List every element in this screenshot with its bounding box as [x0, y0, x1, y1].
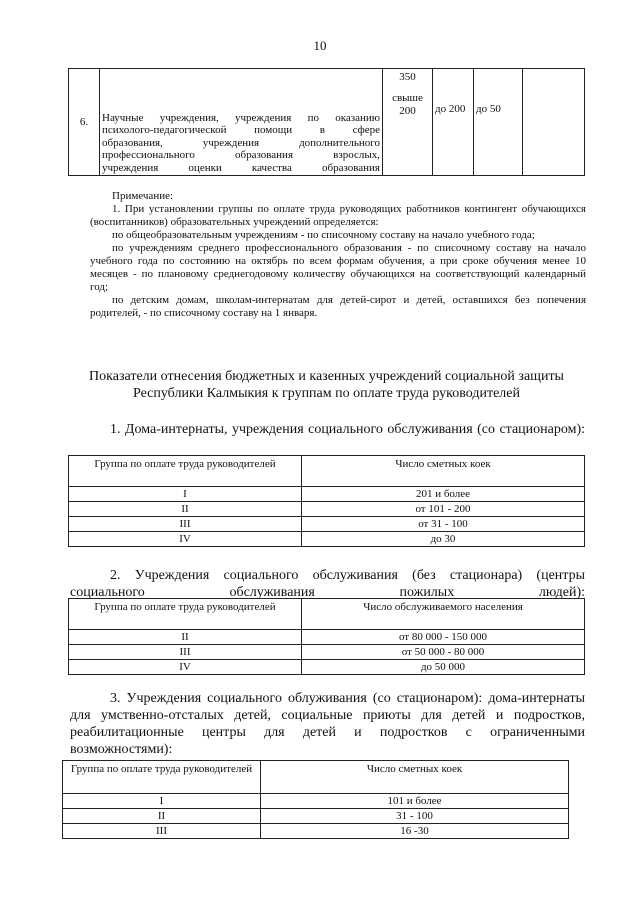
column-header: Группа по оплате труда руководителей	[69, 599, 302, 630]
column-header: Группа по оплате труда руководителей	[63, 761, 261, 794]
group-cell: II	[63, 809, 261, 824]
table-row	[63, 794, 569, 809]
empty-cell	[523, 69, 585, 176]
value-mid-1: свыше	[392, 92, 423, 104]
value-cell: от 50 000 - 80 000	[302, 645, 585, 660]
table-row	[69, 502, 585, 517]
note-title: Примечание:	[112, 190, 174, 202]
note-block	[90, 190, 586, 320]
value-cell-3: до 50	[474, 69, 523, 176]
group-cell: I	[69, 487, 302, 502]
table-header	[69, 456, 585, 487]
table-row	[69, 69, 585, 176]
description-line: образования, учреждения дополнительного	[102, 136, 380, 149]
table-row	[63, 809, 569, 824]
institutions-table	[68, 68, 585, 176]
row-number: 6.	[69, 69, 100, 176]
column-header: Число сметных коек	[302, 456, 585, 487]
table-row	[63, 824, 569, 839]
group-cell: I	[63, 794, 261, 809]
table-row	[69, 517, 585, 532]
table-row	[69, 487, 585, 502]
group-cell: III	[69, 645, 302, 660]
institution-description	[100, 69, 383, 176]
table-row	[69, 532, 585, 547]
value-mid-2: 200	[399, 105, 416, 117]
group-cell: II	[69, 630, 302, 645]
description-line: учреждения оценки качества образования	[102, 161, 380, 174]
table-header	[63, 761, 569, 794]
group-cell: III	[63, 824, 261, 839]
group-cell: IV	[69, 532, 302, 547]
section-heading	[68, 368, 585, 402]
group-cell: IV	[69, 660, 302, 675]
value-top: 350	[399, 71, 416, 83]
group-cell: II	[69, 502, 302, 517]
section-1-table	[68, 455, 585, 547]
value-cell: от 80 000 - 150 000	[302, 630, 585, 645]
value-cell: от 31 - 100	[302, 517, 585, 532]
value-cell: 201 и более	[302, 487, 585, 502]
value-cell-2: до 200	[433, 69, 474, 176]
value-cell: до 50 000	[302, 660, 585, 675]
section-3-table	[62, 760, 569, 839]
column-header: Число сметных коек	[261, 761, 569, 794]
heading-line: Республики Калмыкия к группам по оплате труда руководителей	[133, 386, 520, 401]
section-2-table	[68, 598, 585, 675]
note-paragraph: по общеобразовательным учреждениям - по списочному составу на начало учебного года;	[112, 229, 535, 241]
note-paragraph: по учреждениям среднего профессионального образования - по списочному составу на начало учебного года по состоянию на октябрь по всем формам обучения, а при сроке обучения менее 10 месяцев - по плановому среднегодовому количеству обучающихся на соответствующий календарный год;	[90, 242, 586, 293]
note-paragraph: по детским домам, школам-интернатам для детей-сирот и детей, оставшихся без попечения родителей, - по списочному составу на 1 января.	[90, 294, 586, 319]
description-line: профессионального образования взрослых,	[102, 149, 380, 161]
section-3-title: 3. Учреждения социального облуживания (со стационаром): дома-интернаты для умственно-отсталых детей, социальные приюты для детей и подростков, реабилитационные центры для детей и подростков с ограниченными возможностями):	[70, 691, 585, 757]
table-row	[69, 645, 585, 660]
section-1-title: 1. Дома-интернаты, учреждения социального обслуживания (со стационаром):	[110, 422, 585, 437]
note-paragraph: 1. При установлении группы по оплате труда руководящих работников контингент обучающихся (воспитанников) образовательных учреждений определяется:	[90, 203, 586, 228]
column-header: Группа по оплате труда руководителей	[69, 456, 302, 487]
description-line: Научные учреждения, учреждения по оказанию	[102, 111, 380, 124]
table-row	[69, 630, 585, 645]
value-cell-1	[383, 69, 433, 176]
value-cell: от 101 - 200	[302, 502, 585, 517]
value-cell: до 30	[302, 532, 585, 547]
description-line: психолого-педагогической помощи в сфере	[102, 124, 380, 136]
section-2-title: 2. Учреждения социального обслуживания (без стационара) (центры социального обслуживания пожилых людей):	[70, 568, 585, 600]
table-header	[69, 599, 585, 630]
column-header: Число обслуживаемого населения	[302, 599, 585, 630]
heading-line: Показатели отнесения бюджетных и казенных учреждений социальной защиты	[89, 369, 564, 384]
group-cell: III	[69, 517, 302, 532]
value-cell: 16 -30	[261, 824, 569, 839]
table-row	[69, 660, 585, 675]
page-number: 10	[313, 38, 327, 53]
value-cell: 101 и более	[261, 794, 569, 809]
value-cell: 31 - 100	[261, 809, 569, 824]
